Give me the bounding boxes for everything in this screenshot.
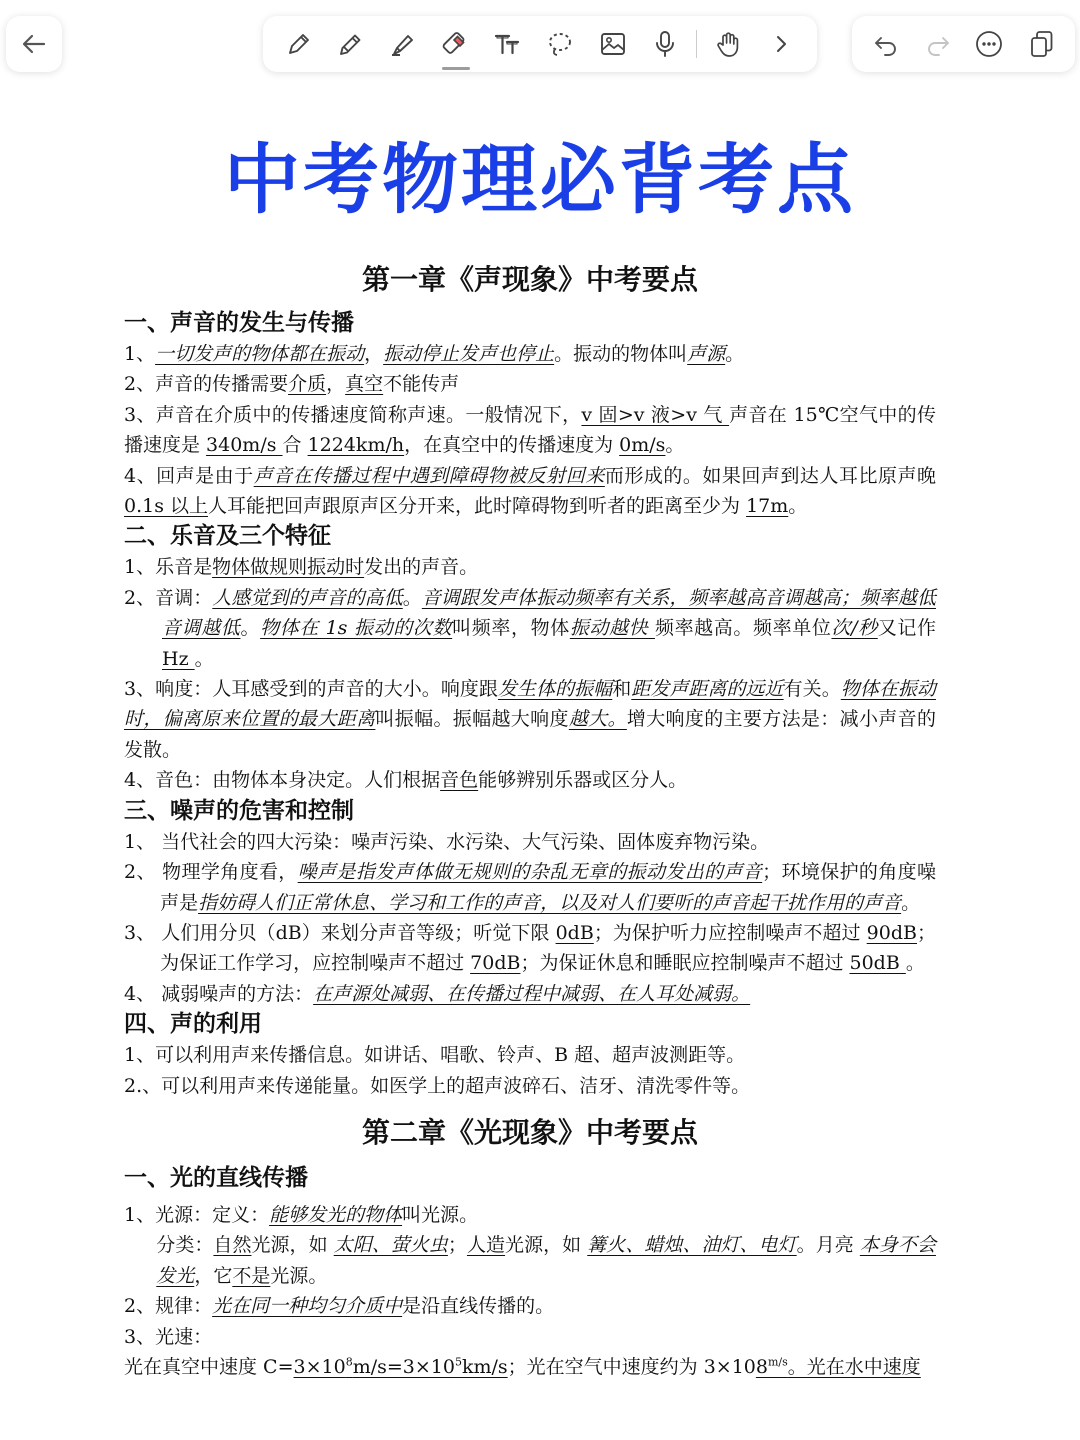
section-heading: 三、噪声的危害和控制: [124, 797, 354, 824]
pencil-icon[interactable]: [330, 23, 372, 65]
paragraph: 3、声音在介质中的传播速度简称声速。一般情况下，v 固>v 液>v 气 声音在 15℃空气中的传播速度是 340m/s 合 1224km/h，在真空中的传播速度为 0m/s。: [124, 403, 937, 457]
paragraph: 2、规律：光在同一种均匀介质中是沿直线传播的。: [124, 1295, 555, 1318]
paragraph: 1、一切发声的物体都在振动，振动停止发声也停止。振动的物体叫声源。: [124, 343, 745, 365]
section-heading: 四、声的利用: [124, 1011, 262, 1038]
more-icon[interactable]: [968, 23, 1010, 65]
paragraph: 2、声音的传播需要介质，真空不能传声: [124, 373, 460, 396]
paragraph: 分类：自然光源，如 太阳、萤火虫；人造光源，如 篝火、蜡烛、油灯、电灯。月亮 本身不会发光，它不是光源。: [156, 1234, 936, 1287]
paragraph: 1、乐音是物体做规则振动时发出的声音。: [124, 556, 479, 579]
image-icon[interactable]: [592, 23, 634, 65]
document-title: 中考物理必背考点: [224, 135, 856, 224]
toolbar: [0, 0, 1080, 96]
paragraph: 1、 当代社会的四大污染：噪声污染、水污染、大气污染、固体废弃物污染。: [124, 830, 770, 853]
chapter-1-heading: 第一章《声现象》中考要点: [361, 263, 698, 296]
undo-icon[interactable]: [865, 23, 907, 65]
active-tool-indicator: [442, 67, 470, 70]
section-heading: 一、光的直线传播: [124, 1164, 308, 1191]
paragraph: 3、光速：: [124, 1325, 213, 1348]
chapter-2-heading: 第二章《光现象》中考要点: [361, 1115, 698, 1149]
paragraph: 4、回声是由于声音在传播过程中遇到障碍物被反射回来而形成的。如果回声到达人耳比原声晚 0.1s 以上人耳能把回声跟原声区分开来，此时障碍物到听者的距离至少为 17m。: [124, 464, 936, 518]
section-heading: 二、乐音及三个特征: [124, 523, 331, 550]
highlighter-icon[interactable]: [383, 23, 425, 65]
document-page: [124, 256, 936, 1382]
paragraph: 4、音色：由物体本身决定。人们根据音色能够辨别乐器或区分人。: [124, 769, 688, 792]
paragraph: 3、响度：人耳感受到的声音的大小。响度跟发生体的振幅和距发声距离的远近有关。物体在振动时，偏离原来位置的最大距离叫振幅。振幅越大响度越大。增大响度的主要方法是：减小声音的发散。: [124, 678, 936, 761]
chevron-right-icon[interactable]: [760, 23, 802, 65]
microphone-icon[interactable]: [644, 23, 686, 65]
action-pill: [852, 16, 1075, 72]
back-pill: [6, 16, 62, 72]
paragraph: 4、 减弱噪声的方法：在声源处减弱、在传播过程中减弱、在人耳处减弱。: [124, 982, 751, 1005]
hand-icon[interactable]: [708, 23, 750, 65]
redo-icon[interactable]: [917, 23, 959, 65]
lasso-icon[interactable]: [539, 23, 581, 65]
pen-icon[interactable]: [278, 23, 320, 65]
pages-icon[interactable]: [1020, 23, 1062, 65]
paragraph: 光在真空中速度 $C=3\times 10^8m/s=3\times 10^5km/s$；光在空气中速度约为 $3\times 108^{m/s}$。光在水中速度: [124, 1355, 921, 1378]
section-heading: 一、声音的发生与传播: [124, 310, 354, 336]
text-icon[interactable]: [487, 23, 529, 65]
paragraph: 2、 物理学角度看，噪声是指发声体做无规则的杂乱无章的振动发出的声音；环境保护的角度噪声是指妨碍人们正常休息、学习和工作的声音，以及对人们要听的声音起干扰作用的声音。: [124, 861, 936, 914]
eraser-icon[interactable]: [435, 23, 477, 65]
paragraph: 2.、可以利用声来传递能量。如医学上的超声波碎石、洁牙、清洗零件等。: [124, 1074, 751, 1097]
tool-pill: [263, 16, 817, 72]
toolbar-divider: [696, 30, 697, 58]
paragraph: 2、音调：人感觉到的声音的高低。音调跟发声体振动频率有关系，频率越高音调越高；频率越低音调越低。物体在 1s 振动的次数叫频率，物体振动越快 频率越高。频率单位次/秒又记作Hz 。: [124, 586, 936, 670]
paragraph: 1、光源：定义：能够发光的物体叫光源。: [124, 1203, 479, 1226]
paragraph: 3、 人们用分贝（dB）来划分声音等级；听觉下限 0dB；为保护听力应控制噪声不超过 90dB；为保证工作学习，应控制噪声不超过 70dB；为保证休息和睡眠应控制噪声不超过 50dB 。: [124, 921, 936, 975]
paragraph: 1、可以利用声来传播信息。如讲话、唱歌、铃声、B 超、超声波测距等。: [124, 1044, 746, 1067]
back-arrow-icon[interactable]: [13, 23, 55, 65]
